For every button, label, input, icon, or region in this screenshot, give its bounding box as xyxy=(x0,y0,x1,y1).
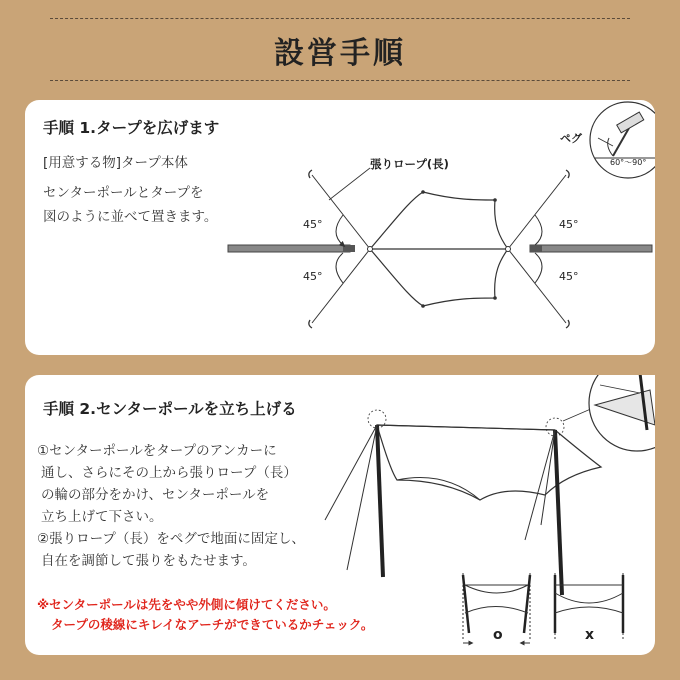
peg-angle-label: 60°〜90° xyxy=(610,158,647,167)
step1-panel xyxy=(25,100,655,355)
step1-layout-diagram xyxy=(25,100,655,355)
step2-line3: の輪の部分をかけ、センターポールを xyxy=(41,487,270,503)
step2-line2: 通し、さらにその上から張りロープ（長） xyxy=(41,465,297,481)
angle-label-bottom-left: 45° xyxy=(303,270,323,283)
step1-items: [用意する物]タープ本体 xyxy=(43,155,188,171)
rope-label: 張りロープ(長) xyxy=(370,157,449,171)
step2-line5: ②張りロープ（長）をペグで地面に固定し、 xyxy=(37,531,305,547)
step2-title: 手順 2.センターポールを立ち上げる xyxy=(43,400,297,418)
angle-label-top-right: 45° xyxy=(559,218,579,231)
top-dashed-divider xyxy=(50,18,630,19)
peg-label: ペグ xyxy=(560,132,582,145)
good-mark: o xyxy=(493,627,503,643)
step2-line1: ①センターポールをタープのアンカーに xyxy=(37,443,277,459)
angle-label-bottom-right: 45° xyxy=(559,270,579,283)
step2-line6: 自在を調節して張りをもたせます。 xyxy=(41,553,256,569)
bottom-dashed-divider xyxy=(50,80,630,81)
step1-title: 手順 1.タープを広げます xyxy=(43,119,220,137)
step2-raise-diagram xyxy=(25,375,655,655)
bad-mark: x xyxy=(585,627,595,643)
step1-desc-line1: センターポールとタープを xyxy=(43,185,204,201)
step2-note-line2: タープの稜線にキレイなアーチができているかチェック。 xyxy=(51,617,374,632)
step2-panel xyxy=(25,375,655,655)
step1-desc-line2: 図のように並べて置きます。 xyxy=(43,209,218,225)
step2-line4: 立ち上げて下さい。 xyxy=(41,509,163,525)
angle-label-top-left: 45° xyxy=(303,218,323,231)
page-title: 設営手順 xyxy=(274,36,406,71)
step2-note-line1: ※センターポールは先をやや外側に傾けてください。 xyxy=(37,597,336,612)
